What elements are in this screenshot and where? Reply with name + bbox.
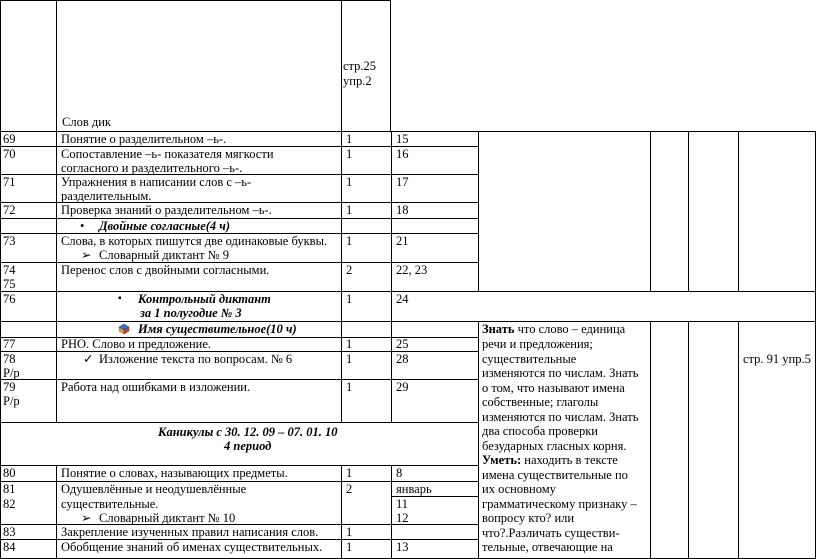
row-70-num: 70 (3, 147, 16, 161)
row-73-hours: 1 (346, 234, 353, 248)
right-block-top (478, 131, 816, 292)
knowledge-line-10 (482, 453, 618, 468)
right-top-line-b (688, 131, 689, 292)
row-73-sub: Словарный диктант № 9 (99, 248, 229, 262)
row-80-num: 80 (3, 466, 16, 480)
knowledge-line-10-rest: находить в тексте (521, 453, 618, 467)
row-77-num: 77 (3, 337, 16, 351)
row-71-num: 71 (3, 175, 16, 189)
knowledge-line-4: изменяются по числам. Знать (482, 366, 639, 380)
row-71-topic-1: Упражнения в написании слов с –ь- (61, 175, 252, 189)
grid-row-section-double (0, 218, 479, 234)
row-76-num: 76 (3, 292, 16, 306)
row-79-hours: 1 (346, 380, 353, 394)
row-84-num: 84 (3, 540, 16, 554)
row-79-page: 29 (396, 380, 409, 394)
row-74-num-2: 75 (3, 277, 16, 291)
knowledge-can-label: Уметь: (482, 453, 522, 467)
row-69-page: 15 (396, 132, 409, 146)
holidays-line-2: 4 период (224, 439, 272, 453)
book-icon (118, 323, 130, 335)
col-line-page-b (391, 465, 392, 559)
row-74-topic: Перенос слов с двойными согласными. (61, 263, 270, 277)
row-74-page: 22, 23 (396, 263, 428, 277)
row-81-page-2: 11 (396, 497, 409, 511)
row-69-num: 69 (3, 132, 16, 146)
knowledge-line-12: их основному (482, 482, 556, 496)
col-line-topic (56, 131, 57, 422)
knowledge-line-9: безударных гласных корня. (482, 439, 627, 453)
top-topic-cell (56, 0, 342, 132)
row-72-page: 18 (396, 203, 409, 217)
row-73-topic: Слова, в которых пишутся две одинаковые буквы. (61, 234, 328, 248)
knowledge-line-11: имена существительные по (482, 468, 628, 482)
slov-dik-label: Слов дик (62, 115, 111, 129)
col-line-page (391, 131, 392, 422)
row-83-topic: Закрепление изученных правил написания слов. (61, 525, 319, 539)
row-81-num-2: 82 (3, 497, 16, 511)
row-78-marker: ✓ (83, 352, 94, 366)
row-77-topic: РНО. Слово и предложение. (61, 337, 212, 351)
row-80-topic: Понятие о словах, называющих предметы. (61, 466, 288, 480)
knowledge-line-2: речи и предложения; (482, 337, 593, 351)
right-top-line-a (650, 131, 651, 292)
row-78-page: 28 (396, 352, 409, 366)
knowledge-line-1-rest: что слово – единица (514, 322, 626, 336)
row-83-num: 83 (3, 525, 16, 539)
knowledge-line-16: тельные, отвечающие на (482, 540, 613, 554)
row-71-hours: 1 (346, 175, 353, 189)
row-74-num-1: 74 (3, 263, 16, 277)
row-81-sub-marker: ➢ (81, 511, 92, 525)
row-69-topic: Понятие о разделительном –ь-. (61, 132, 227, 146)
row-73-num: 73 (3, 234, 16, 248)
right-col-a (650, 321, 689, 559)
knowledge-line-6: собственные; глаголы (482, 395, 599, 409)
row-84-page: 13 (396, 540, 409, 554)
section-double-title: Двойные согласные(4 ч) (99, 219, 231, 233)
knowledge-line-15: что?.Различать существи- (482, 526, 620, 540)
row-83-hours: 1 (346, 525, 353, 539)
knowledge-line-5: о том, что называют имена (482, 381, 625, 395)
section-noun-title: Имя существительное(10 ч) (138, 322, 297, 336)
page-ref-top-2: упр.2 (343, 74, 372, 88)
knowledge-line-1 (482, 322, 625, 337)
row-77-hours: 1 (346, 337, 353, 351)
row-76-title-1: Контрольный диктант (138, 292, 271, 306)
right-top-line-c (738, 131, 739, 292)
knowledge-line-14: вопросу кто? или (482, 511, 575, 525)
row-76-hours: 1 (346, 292, 353, 306)
row-70-page: 16 (396, 147, 409, 161)
row-73-page: 21 (396, 234, 409, 248)
row-74-hours: 2 (346, 263, 353, 277)
row-71-page: 17 (396, 175, 409, 189)
col-line-hours-b (341, 465, 342, 559)
row-70-topic-2: согласного и разделительного –ь-. (61, 161, 243, 175)
row-81-num-1: 81 (3, 482, 16, 496)
row-79-num-2: Р/р (3, 394, 20, 408)
row-79-topic: Работа над ошибками в изложении. (61, 380, 251, 394)
knowledge-know-label: Знать (482, 322, 515, 336)
row-78-topic: Изложение текста по вопросам. № 6 (99, 352, 293, 366)
row-76-marker: ▪ (118, 293, 122, 304)
row-81-page-1: январь (396, 482, 432, 496)
row-81-page-3: 12 (396, 511, 409, 525)
row-78-hours: 1 (346, 352, 353, 366)
right-col-b (688, 321, 739, 559)
row-81-sub: Словарный диктант № 10 (99, 511, 236, 525)
row-76-title-2: за 1 полугодие № 3 (140, 306, 242, 320)
row-72-topic: Проверка знаний о разделительном –ь-. (61, 203, 272, 217)
knowledge-line-7: изменяются по числам. Знать (482, 410, 639, 424)
row-80-hours: 1 (346, 466, 353, 480)
knowledge-line-13: грамматическому признаку – (482, 497, 637, 511)
row-81-topic-1: Одушевлённые и неодушевлённые (61, 482, 247, 496)
row-73-sub-marker: ➢ (81, 248, 92, 262)
row-84-hours: 1 (346, 540, 353, 554)
row-71-topic-2: разделительным. (61, 189, 152, 203)
homework-text: стр. 91 упр.5 (743, 352, 811, 366)
row-84-topic: Обобщение знаний об именах существительных. (61, 540, 323, 554)
row-72-hours: 1 (346, 203, 353, 217)
row-78-num-2: Р/р (3, 366, 20, 380)
knowledge-line-8: два способа проверки (482, 424, 598, 438)
row-70-topic-1: Сопоставление –ь- показателя мягкости (61, 147, 274, 161)
row-80-page: 8 (396, 466, 403, 480)
page-ref-top-1: стр.25 (343, 59, 377, 73)
holidays-line-1: Каникулы с 30. 12. 09 – 07. 01. 10 (158, 425, 338, 439)
section-double-bullet: • (80, 219, 85, 233)
row-70-hours: 1 (346, 147, 353, 161)
knowledge-line-3: существительные (482, 352, 577, 366)
row-81-topic-2: существительные. (61, 497, 159, 511)
row-72-num: 72 (3, 203, 16, 217)
col-line-topic-b (56, 465, 57, 559)
row-81-hours: 2 (346, 482, 353, 496)
row-79-num-1: 79 (3, 380, 16, 394)
row-76-page: 24 (396, 292, 409, 306)
row-78-num-1: 78 (3, 352, 16, 366)
row-77-page: 25 (396, 337, 409, 351)
row-69-hours: 1 (346, 132, 353, 146)
col-line-hours (341, 131, 342, 422)
top-num-cell (0, 0, 57, 132)
